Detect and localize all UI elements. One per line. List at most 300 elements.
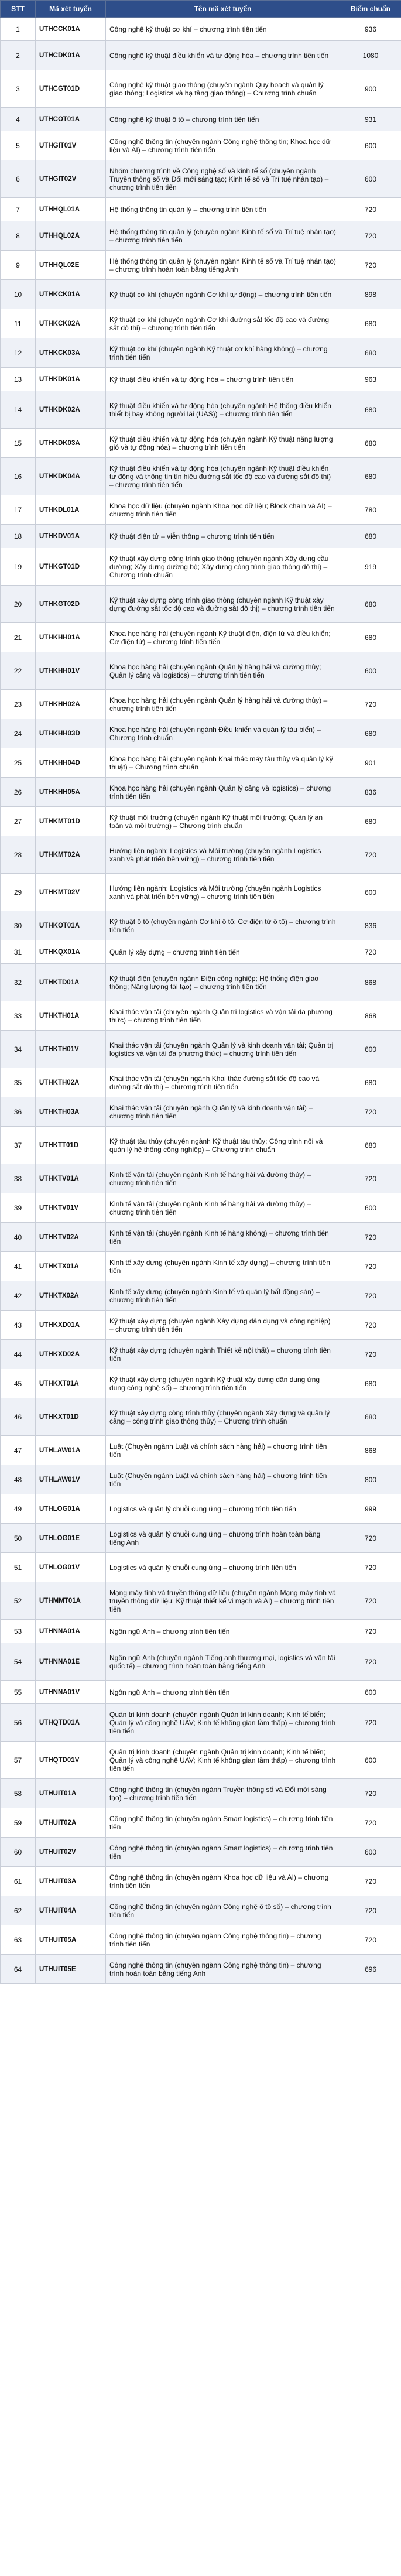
cell-stt: 24 [1,719,36,748]
cell-code: UTHKTX02A [36,1281,106,1311]
cell-name: Công nghệ thông tin (chuyên ngành Công nghệ thông tin) – chương trình tiên tiến [106,1925,340,1955]
table-row [1,495,401,525]
table-row [1,368,401,391]
table-row [1,964,401,1001]
cell-name: Khoa học hàng hải (chuyên ngành Khai thác máy tàu thủy và quản lý kỹ thuật) – Chương trình chuẩn [106,748,340,778]
table-header [1,1,401,18]
cell-stt: 12 [1,338,36,368]
table-row [1,18,401,41]
cell-stt: 38 [1,1164,36,1193]
cell-name: Quản trị kinh doanh (chuyên ngành Quản trị kinh doanh; Kinh tế biển; Quản lý và công nghệ UAV; Kinh tế không gian tầm thấp) – chương trình tiên tiến [106,1704,340,1742]
cell-score: 680 [340,1127,401,1164]
table-row [1,1704,401,1742]
cell-name: Kỹ thuật xây dựng công trình giao thông (chuyên ngành Xây dựng cầu đường; Xây dựng đường bộ; Xây dựng công trình giao thông đô thị) – Chương trình chuẩn [106,548,340,586]
cell-score: 720 [340,1896,401,1925]
cell-stt: 61 [1,1867,36,1896]
cell-stt: 21 [1,623,36,652]
table-row [1,108,401,131]
cell-score: 936 [340,18,401,41]
cell-code: UTHKTV01V [36,1193,106,1223]
cell-name: Kỹ thuật cơ khí (chuyên ngành Kỹ thuật cơ khí hàng không) – chương trình tiên tiến [106,338,340,368]
cell-score: 600 [340,1681,401,1704]
table-row [1,1838,401,1867]
header-stt: STT [1,1,36,18]
cell-name: Kỹ thuật điều khiển và tự động hóa – chương trình tiên tiến [106,368,340,391]
cell-score: 780 [340,495,401,525]
cell-stt: 8 [1,221,36,251]
cell-stt: 25 [1,748,36,778]
cell-stt: 41 [1,1252,36,1281]
cell-stt: 30 [1,911,36,940]
cell-score: 720 [340,1704,401,1742]
table-row [1,1582,401,1620]
cell-code: UTHKTH02A [36,1068,106,1097]
cell-name: Kỹ thuật xây dựng công trình giao thông (chuyên ngành Kỹ thuật xây dựng đường sắt tốc độ cao và đường sắt đô thị) – chương trình tiên tiến [106,586,340,623]
cell-score: 868 [340,964,401,1001]
cell-score: 720 [340,1281,401,1311]
cell-score: 600 [340,652,401,690]
cell-name: Luật (Chuyên ngành Luật và chính sách hàng hải) – chương trình tiên tiến [106,1436,340,1465]
table-row [1,1097,401,1127]
table-row [1,1031,401,1068]
cell-code: UTHKDV01A [36,525,106,548]
cell-name: Kỹ thuật tàu thủy (chuyên ngành Kỹ thuật tàu thủy; Công trình nổi và quản lý hệ thống công nghiệp) – Chương trình chuẩn [106,1127,340,1164]
cell-code: UTHKHH01A [36,623,106,652]
cell-stt: 45 [1,1369,36,1398]
cell-score: 720 [340,1582,401,1620]
cell-code: UTHHQL02A [36,221,106,251]
table-row [1,1068,401,1097]
cell-score: 720 [340,1223,401,1252]
cell-name: Khoa học hàng hải (chuyên ngành Quản lý hàng hải và đường thủy) – chương trình tiên tiến [106,690,340,719]
cell-score: 720 [340,1524,401,1553]
cell-score: 836 [340,778,401,807]
cell-name: Kỹ thuật điện (chuyên ngành Điện công nghiệp; Hệ thống điện giao thông; Năng lượng tái tạo) – chương trình tiên tiến [106,964,340,1001]
cell-name: Logistics và quản lý chuỗi cung ứng – chương trình tiên tiến [106,1494,340,1524]
cell-code: UTHKTD01A [36,964,106,1001]
cell-score: 720 [340,221,401,251]
cell-code: UTHKGT02D [36,586,106,623]
cell-stt: 53 [1,1620,36,1643]
cell-name: Khai thác vận tải (chuyên ngành Khai thác đường sắt tốc độ cao và đường sắt đô thị) – chương trình tiên tiến [106,1068,340,1097]
cell-name: Luật (Chuyên ngành Luật và chính sách hàng hải) – chương trình tiên tiến [106,1465,340,1494]
table-row [1,1127,401,1164]
cell-code: UTHCDK01A [36,41,106,70]
table-row [1,1193,401,1223]
cell-score: 800 [340,1465,401,1494]
cell-score: 600 [340,874,401,911]
table-row [1,778,401,807]
cell-name: Kỹ thuật xây dựng (chuyên ngành Xây dựng dân dụng và công nghiệp) – chương trình tiên tiến [106,1311,340,1340]
cell-code: UTHLAW01A [36,1436,106,1465]
cell-name: Khoa học dữ liệu (chuyên ngành Khoa học dữ liệu; Block chain và AI) – chương trình tiên tiến [106,495,340,525]
cell-score: 680 [340,719,401,748]
table-row [1,221,401,251]
cell-name: Kinh tế vận tải (chuyên ngành Kinh tế hàng hải và đường thủy) – chương trình tiên tiến [106,1164,340,1193]
table-row [1,70,401,108]
cell-name: Công nghệ kỹ thuật giao thông (chuyên ngành Quy hoạch và quản lý giao thông; Logistics và hạ tầng giao thông) – Chương trình chuẩn [106,70,340,108]
cell-stt: 2 [1,41,36,70]
cell-name: Khoa học hàng hải (chuyên ngành Kỹ thuật điện, điện tử và điều khiển; Cơ điện tử) – chương trình tiên tiến [106,623,340,652]
cell-score: 680 [340,1369,401,1398]
cell-code: UTHKTH03A [36,1097,106,1127]
table-row [1,1164,401,1193]
table-row [1,160,401,198]
cell-stt: 26 [1,778,36,807]
table-row [1,690,401,719]
cell-code: UTHKTT01D [36,1127,106,1164]
cell-score: 720 [340,1779,401,1808]
cell-stt: 3 [1,70,36,108]
cell-code: UTHQTD01A [36,1704,106,1742]
cell-name: Kỹ thuật ô tô (chuyên ngành Cơ khí ô tô; Cơ điện tử ô tô) – chương trình tiên tiến [106,911,340,940]
cell-name: Mạng máy tính và truyền thông dữ liệu (chuyên ngành Mạng máy tính và truyền thông dữ liệu; Kỹ thuật thiết kế vi mạch và AI) – chương trình tiên tiến [106,1582,340,1620]
cell-stt: 23 [1,690,36,719]
cell-score: 720 [340,1925,401,1955]
cell-code: UTHKCK02A [36,309,106,338]
cell-name: Công nghệ kỹ thuật ô tô – chương trình tiên tiến [106,108,340,131]
cell-stt: 39 [1,1193,36,1223]
table-row [1,309,401,338]
cell-score: 720 [340,690,401,719]
table-row [1,391,401,429]
cell-score: 836 [340,911,401,940]
cell-score: 720 [340,1097,401,1127]
cell-stt: 48 [1,1465,36,1494]
cell-code: UTHUIT02V [36,1838,106,1867]
cell-stt: 35 [1,1068,36,1097]
table-row [1,623,401,652]
cell-stt: 55 [1,1681,36,1704]
cell-name: Công nghệ thông tin (chuyên ngành Công nghệ thông tin; Khoa học dữ liệu và AI) – chương trình tiên tiến [106,131,340,160]
table-row [1,1223,401,1252]
cell-code: UTHKMT01D [36,807,106,836]
cell-stt: 59 [1,1808,36,1838]
cell-score: 898 [340,280,401,309]
table-row [1,911,401,940]
table-row [1,280,401,309]
cell-name: Công nghệ thông tin (chuyên ngành Truyền thông số và Đổi mới sáng tạo) – chương trình tiên tiến [106,1779,340,1808]
cell-name: Khoa học hàng hải (chuyên ngành Điều khiển và quản lý tàu biển) – Chương trình chuẩn [106,719,340,748]
cell-code: UTHKXD01A [36,1311,106,1340]
cell-name: Kỹ thuật xây dựng công trình thủy (chuyên ngành Xây dựng và quản lý cảng – công trình giao thông thủy) – Chương trình chuẩn [106,1398,340,1436]
cell-stt: 44 [1,1340,36,1369]
cell-code: UTHKDL01A [36,495,106,525]
table-row [1,1620,401,1643]
cell-name: Ngôn ngữ Anh – chương trình tiên tiến [106,1681,340,1704]
table-row [1,1369,401,1398]
cell-stt: 49 [1,1494,36,1524]
cell-code: UTHKXT01A [36,1369,106,1398]
cell-stt: 20 [1,586,36,623]
cell-score: 720 [340,1252,401,1281]
table-row [1,836,401,874]
cell-score: 680 [340,623,401,652]
table-row [1,748,401,778]
cell-stt: 4 [1,108,36,131]
table-row [1,131,401,160]
table-row [1,1553,401,1582]
cell-name: Quản trị kinh doanh (chuyên ngành Quản trị kinh doanh; Kinh tế biển; Quản lý và công nghệ UAV; Kinh tế không gian tầm thấp) – chương trình tiên tiến [106,1742,340,1779]
cell-stt: 62 [1,1896,36,1925]
cell-code: UTHKTX01A [36,1252,106,1281]
cell-stt: 60 [1,1838,36,1867]
cell-code: UTHUIT01A [36,1779,106,1808]
cell-score: 720 [340,940,401,964]
cell-name: Quản lý xây dựng – chương trình tiên tiến [106,940,340,964]
cell-name: Logistics và quản lý chuỗi cung ứng – chương trình tiên tiến [106,1553,340,1582]
table-row [1,1681,401,1704]
cell-score: 680 [340,586,401,623]
cell-score: 680 [340,391,401,429]
cell-score: 720 [340,1553,401,1582]
cell-code: UTHLOG01A [36,1494,106,1524]
cell-name: Kỹ thuật cơ khí (chuyên ngành Cơ khí đường sắt tốc độ cao và đường sắt đô thị) – chương trình tiên tiến [106,309,340,338]
table-row [1,429,401,458]
cell-code: UTHKHH02A [36,690,106,719]
cell-name: Công nghệ thông tin (chuyên ngành Smart logistics) – chương trình tiên tiến [106,1838,340,1867]
cell-name: Kỹ thuật điều khiển và tự động hóa (chuyên ngành Kỹ thuật điều khiển tự động và thông tin tín hiệu đường sắt tốc độ cao và đường sắt đô thị) – chương trình tiên tiến [106,458,340,495]
table-row [1,525,401,548]
table-row [1,652,401,690]
cell-score: 680 [340,807,401,836]
cell-name: Kinh tế xây dựng (chuyên ngành Kinh tế xây dựng) – chương trình tiên tiến [106,1252,340,1281]
cell-stt: 56 [1,1704,36,1742]
cell-name: Kỹ thuật cơ khí (chuyên ngành Cơ khí tự động) – chương trình tiên tiến [106,280,340,309]
cell-score: 868 [340,1001,401,1031]
cell-stt: 15 [1,429,36,458]
cell-score: 720 [340,251,401,280]
cell-stt: 11 [1,309,36,338]
cell-score: 720 [340,1340,401,1369]
cell-score: 680 [340,458,401,495]
cell-code: UTHKQX01A [36,940,106,964]
cell-stt: 14 [1,391,36,429]
cell-code: UTHKDK02A [36,391,106,429]
cell-score: 999 [340,1494,401,1524]
cell-score: 680 [340,338,401,368]
table-row [1,1925,401,1955]
cell-code: UTHKTH01A [36,1001,106,1031]
cell-name: Kỹ thuật môi trường (chuyên ngành Kỹ thuật môi trường; Quản lý an toàn và môi trường) – Chương trình chuẩn [106,807,340,836]
table-row [1,1436,401,1465]
cell-code: UTHLOG01V [36,1553,106,1582]
cell-score: 720 [340,1643,401,1681]
table-row [1,1779,401,1808]
cell-code: UTHNNA01A [36,1620,106,1643]
table-row [1,1281,401,1311]
cell-code: UTHKCK01A [36,280,106,309]
cell-code: UTHUIT04A [36,1896,106,1925]
cell-code: UTHLAW01V [36,1465,106,1494]
cell-code: UTHQTD01V [36,1742,106,1779]
cell-name: Công nghệ thông tin (chuyên ngành Công nghệ ô tô số) – chương trình tiên tiến [106,1896,340,1925]
cell-code: UTHUIT02A [36,1808,106,1838]
cell-code: UTHKDK03A [36,429,106,458]
cell-score: 868 [340,1436,401,1465]
table-row [1,251,401,280]
cell-score: 720 [340,1311,401,1340]
cell-name: Logistics và quản lý chuỗi cung ứng – chương trình hoàn toàn bằng tiếng Anh [106,1524,340,1553]
cell-code: UTHCCK01A [36,18,106,41]
cell-stt: 43 [1,1311,36,1340]
cell-stt: 32 [1,964,36,1001]
cell-name: Công nghệ thông tin (chuyên ngành Công nghệ thông tin) – chương trình hoàn toàn bằng tiếng Anh [106,1955,340,1984]
cell-score: 600 [340,1742,401,1779]
cell-code: UTHUIT03A [36,1867,106,1896]
cell-code: UTHKTH01V [36,1031,106,1068]
cell-stt: 46 [1,1398,36,1436]
cell-score: 919 [340,548,401,586]
cell-stt: 36 [1,1097,36,1127]
table-row [1,719,401,748]
cell-score: 720 [340,1620,401,1643]
cell-code: UTHKCK03A [36,338,106,368]
cell-code: UTHUIT05A [36,1925,106,1955]
cell-score: 600 [340,131,401,160]
cell-name: Kỹ thuật xây dựng (chuyên ngành Kỹ thuật xây dựng dân dụng ứng dụng công nghệ số) – chương trình tiên tiến [106,1369,340,1398]
cell-name: Khai thác vận tải (chuyên ngành Quản trị logistics và vận tải đa phương thức) – chương trình tiên tiến [106,1001,340,1031]
cell-code: UTHKXT01D [36,1398,106,1436]
cell-stt: 19 [1,548,36,586]
table-row [1,1340,401,1369]
cell-code: UTHKDK04A [36,458,106,495]
cell-stt: 1 [1,18,36,41]
cell-name: Kỹ thuật điện tử – viễn thông – chương trình tiên tiến [106,525,340,548]
cell-score: 720 [340,1808,401,1838]
cell-name: Hệ thống thông tin quản lý (chuyên ngành Kinh tế số và Trí tuệ nhân tạo) – chương trình tiên tiến [106,221,340,251]
cell-stt: 33 [1,1001,36,1031]
cell-score: 680 [340,1068,401,1097]
table-row [1,1867,401,1896]
cell-code: UTHKMT02A [36,836,106,874]
cell-code: UTHUIT05E [36,1955,106,1984]
table-row [1,41,401,70]
cell-name: Công nghệ thông tin (chuyên ngành Khoa học dữ liệu và AI) – chương trình tiên tiến [106,1867,340,1896]
cell-stt: 51 [1,1553,36,1582]
table-row [1,940,401,964]
table-row [1,1311,401,1340]
table-row [1,807,401,836]
cell-score: 600 [340,1838,401,1867]
cell-score: 696 [340,1955,401,1984]
cell-name: Công nghệ kỹ thuật điều khiển và tự động hóa – chương trình tiên tiến [106,41,340,70]
cell-name: Kinh tế vận tải (chuyên ngành Kinh tế hàng hải và đường thủy) – chương trình tiên tiến [106,1193,340,1223]
table-row [1,1643,401,1681]
cell-stt: 54 [1,1643,36,1681]
cell-code: UTHHQL02E [36,251,106,280]
cell-code: UTHKTV01A [36,1164,106,1193]
cell-code: UTHHQL01A [36,198,106,221]
header-row [1,1,401,18]
cell-code: UTHKTV02A [36,1223,106,1252]
header-score: Điểm chuẩn [340,1,401,18]
cell-stt: 63 [1,1925,36,1955]
cell-stt: 9 [1,251,36,280]
cell-stt: 18 [1,525,36,548]
cell-code: UTHKGT01D [36,548,106,586]
cell-score: 720 [340,836,401,874]
table-body [1,18,401,1984]
cell-score: 901 [340,748,401,778]
cell-stt: 22 [1,652,36,690]
cell-stt: 58 [1,1779,36,1808]
table-row [1,338,401,368]
cell-name: Kinh tế xây dựng (chuyên ngành Kinh tế và quản lý bất động sản) – chương trình tiên tiến [106,1281,340,1311]
table-row [1,1465,401,1494]
cell-name: Hệ thống thông tin quản lý – chương trình tiên tiến [106,198,340,221]
table-row [1,1955,401,1984]
cell-stt: 50 [1,1524,36,1553]
cell-name: Khai thác vận tải (chuyên ngành Quản lý và kinh doanh vận tải; Quản trị logistics và vận tải đa phương thức) – chương trình tiên tiến [106,1031,340,1068]
cell-stt: 5 [1,131,36,160]
cell-code: UTHKHH05A [36,778,106,807]
cell-stt: 57 [1,1742,36,1779]
cell-stt: 28 [1,836,36,874]
cell-score: 720 [340,198,401,221]
table-row [1,1896,401,1925]
cell-code: UTHKHH01V [36,652,106,690]
cell-name: Công nghệ thông tin (chuyên ngành Smart logistics) – chương trình tiên tiến [106,1808,340,1838]
cell-score: 680 [340,429,401,458]
cell-name: Kinh tế vận tải (chuyên ngành Kinh tế hàng không) – chương trình tiên tiến [106,1223,340,1252]
cell-name: Khai thác vận tải (chuyên ngành Quản lý và kinh doanh vận tải) – chương trình tiên tiến [106,1097,340,1127]
cell-name: Nhóm chương trình về Công nghệ số và kinh tế số (chuyên ngành Truyền thông số và Đổi mới sáng tạo; Kinh tế số và Trí tuệ nhân tạo) – chương trình tiên tiến [106,160,340,198]
cell-stt: 27 [1,807,36,836]
cell-name: Khoa học hàng hải (chuyên ngành Quản lý hàng hải và đường thủy; Quản lý cảng và logistics) – chương trình tiên tiến [106,652,340,690]
cell-score: 600 [340,1031,401,1068]
cell-score: 600 [340,1193,401,1223]
table-row [1,458,401,495]
table-row [1,1398,401,1436]
cell-code: UTHKXD02A [36,1340,106,1369]
cell-stt: 7 [1,198,36,221]
cell-score: 720 [340,1164,401,1193]
table-row [1,1494,401,1524]
cell-stt: 17 [1,495,36,525]
table-row [1,1001,401,1031]
cell-name: Hệ thống thông tin quản lý (chuyên ngành Kinh tế số và Trí tuệ nhân tạo) – chương trình hoàn toàn bằng tiếng Anh [106,251,340,280]
cell-name: Hướng liên ngành: Logistics và Môi trường (chuyên ngành Logistics xanh và phát triển bền vững) – chương trình tiên tiến [106,836,340,874]
table-row [1,198,401,221]
cell-score: 963 [340,368,401,391]
cell-name: Kỹ thuật điều khiển và tự động hóa (chuyên ngành Kỹ thuật năng lượng gió và tự động hóa) – chương trình tiên tiến [106,429,340,458]
header-code: Mã xét tuyển [36,1,106,18]
cell-stt: 6 [1,160,36,198]
cell-code: UTHKHH04D [36,748,106,778]
table-row [1,1524,401,1553]
cell-code: UTHKHH03D [36,719,106,748]
cell-code: UTHMMT01A [36,1582,106,1620]
cell-code: UTHKOT01A [36,911,106,940]
cell-stt: 47 [1,1436,36,1465]
table-row [1,1742,401,1779]
cell-score: 900 [340,70,401,108]
cell-score: 1080 [340,41,401,70]
cell-name: Ngôn ngữ Anh (chuyên ngành Tiếng anh thương mại, logistics và vận tải quốc tế) – chương trình hoàn toàn bằng tiếng Anh [106,1643,340,1681]
cell-name: Ngôn ngữ Anh – chương trình tiên tiến [106,1620,340,1643]
cell-score: 680 [340,309,401,338]
cell-code: UTHNNA01V [36,1681,106,1704]
cell-name: Hướng liên ngành: Logistics và Môi trường (chuyên ngành Logistics xanh và phát triển bền vững) – chương trình tiên tiến [106,874,340,911]
cell-stt: 40 [1,1223,36,1252]
cell-name: Công nghệ kỹ thuật cơ khí – chương trình tiên tiến [106,18,340,41]
cell-score: 600 [340,160,401,198]
cell-score: 680 [340,1398,401,1436]
table-row [1,548,401,586]
table-row [1,1252,401,1281]
cell-code: UTHLOG01E [36,1524,106,1553]
